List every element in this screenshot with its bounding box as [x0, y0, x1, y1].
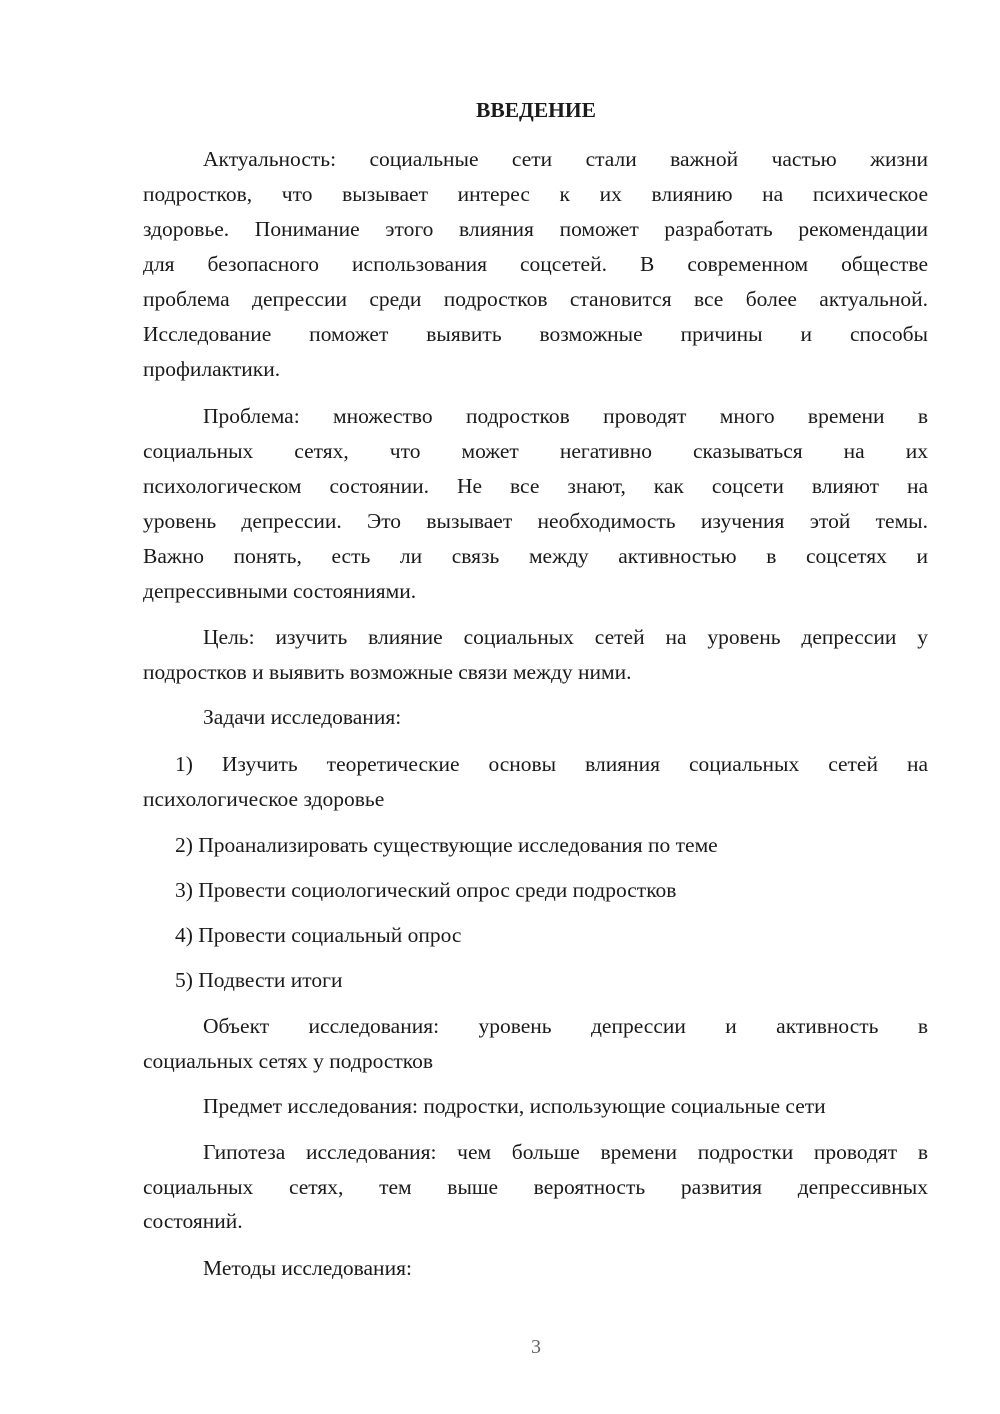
paragraph-line: Методы исследования: — [203, 1256, 412, 1280]
list-item-line: 5) Подвести итоги — [175, 968, 343, 992]
paragraph-line: для безопасного использования соцсетей. В современном обществе — [143, 252, 928, 276]
paragraph-line: Исследование поможет выявить возможные причины и способы — [143, 322, 928, 346]
paragraph-line: психологическом состоянии. Не все знают, как соцсети влияют на — [143, 474, 928, 498]
paragraph-line: Гипотеза исследования: чем больше времени подростки проводят в — [203, 1140, 928, 1164]
paragraph-line: социальных сетях у подростков — [143, 1049, 434, 1073]
paragraph-line: Актуальность: социальные сети стали важной частью жизни — [203, 147, 928, 171]
paragraph-line: Объект исследования: уровень депрессии и активность в — [203, 1014, 928, 1038]
list-item-line: 1) Изучить теоретические основы влияния социальных сетей на — [175, 752, 928, 776]
paragraph-line: Задачи исследования: — [203, 705, 402, 729]
paragraph-line: Цель: изучить влияние социальных сетей на уровень депрессии у — [203, 625, 928, 649]
paragraph-line: проблема депрессии среди подростков становится все более актуальной. — [143, 287, 928, 311]
paragraph-line: здоровье. Понимание этого влияния поможет разработать рекомендации — [143, 217, 928, 241]
paragraph-line: уровень депрессии. Это вызывает необходимость изучения этой темы. — [143, 509, 928, 533]
list-item-line: 3) Провести социологический опрос среди подростков — [175, 878, 677, 902]
paragraph-line: состояний. — [143, 1209, 243, 1233]
paragraph-line: профилактики. — [143, 357, 281, 381]
paragraph-line: подростков и выявить возможные связи между ними. — [143, 660, 632, 684]
page-number: 3 — [531, 1336, 541, 1358]
page-title: ВВЕДЕНИЕ — [476, 98, 596, 122]
paragraph-line: социальных сетях, что может негативно сказываться на их — [143, 439, 928, 463]
list-item-line: психологическое здоровье — [143, 787, 385, 811]
paragraph-line: подростков, что вызывает интерес к их влиянию на психическое — [143, 182, 928, 206]
paragraph-line: Предмет исследования: подростки, использующие социальные сети — [203, 1094, 826, 1118]
paragraph-line: социальных сетях, тем выше вероятность развития депрессивных — [143, 1175, 928, 1199]
paragraph-line: Важно понять, есть ли связь между активностью в соцсетях и — [143, 544, 928, 568]
paragraph-line: Проблема: множество подростков проводят много времени в — [203, 404, 928, 428]
paragraph-line: депрессивными состояниями. — [143, 579, 417, 603]
list-item-line: 4) Провести социальный опрос — [175, 923, 462, 947]
list-item-line: 2) Проанализировать существующие исследования по теме — [175, 833, 718, 857]
